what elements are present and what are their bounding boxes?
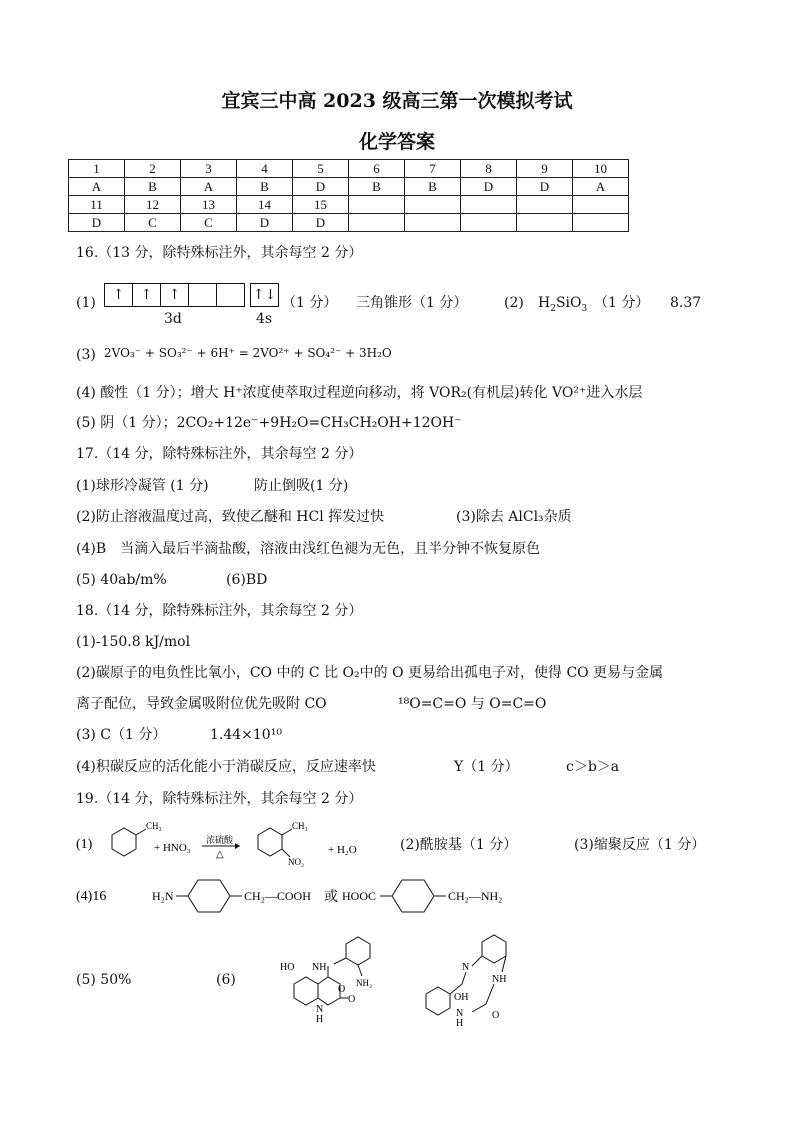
carbonyl-oxygen-label: O <box>348 994 356 1005</box>
methyl-label: CH₃ <box>146 821 162 831</box>
q16-part1-shape: 三角锥形（1 分） <box>356 295 468 311</box>
bond-line <box>450 972 466 994</box>
table-row-numbers-2 <box>69 196 629 214</box>
table-cell: C <box>125 214 181 232</box>
table-cell: 5 <box>293 160 349 178</box>
table-cell: B <box>349 178 405 196</box>
table-cell <box>349 214 405 232</box>
table-cell <box>349 196 405 214</box>
table-cell <box>461 196 517 214</box>
arrow-head-icon <box>235 843 240 849</box>
q19-reaction-scheme <box>70 815 370 875</box>
q17-part3: (3)除去 AlCl₃杂质 <box>456 509 572 525</box>
ring-bonds <box>318 977 340 1005</box>
amine-label: NH <box>492 974 507 985</box>
table-cell: D <box>517 178 573 196</box>
condition-top: 浓硫酸 <box>206 835 234 845</box>
q18-part2a: (2)碳原子的电负性比氧小，CO 中的 C 比 O₂中的 O 更易给出孤电子对，使得 CO 更易与金属 <box>76 665 664 681</box>
table-cell: B <box>405 178 461 196</box>
q18-part3b: 1.44×10¹⁰ <box>210 727 282 743</box>
choice-answer-table <box>68 159 629 232</box>
table-cell <box>573 196 629 214</box>
q19-part1-label: (1) <box>76 837 93 852</box>
bond-line <box>282 829 292 835</box>
table-cell <box>517 196 573 214</box>
q19-part4-label: (4)16 <box>76 889 107 904</box>
table-cell: A <box>181 178 237 196</box>
table-cell: B <box>125 178 181 196</box>
q16-part5: (5) 阴（1 分）；2CO₂+12e⁻+9H₂O=CH₃CH₂OH+12OH⁻ <box>76 415 462 431</box>
q18-part3a: (3) C（1 分） <box>76 727 167 743</box>
amino-label: H₂N <box>152 889 174 903</box>
condition-bottom: △ <box>216 849 224 860</box>
amine-label: NH <box>312 962 327 973</box>
q17-part5: (5) 40ab/m% <box>76 572 167 588</box>
table-row-answers-1 <box>69 178 629 196</box>
table-cell: D <box>69 214 125 232</box>
bond-line <box>472 956 482 966</box>
orbital-cell: ↑ <box>161 284 189 306</box>
table-cell <box>573 214 629 232</box>
carbonyl-oxygen-label: O <box>492 1010 500 1021</box>
q18-part2b: 离子配位，导致金属吸附位优先吸附 CO <box>76 696 327 712</box>
orbital-4s-box <box>250 283 279 307</box>
table-cell <box>461 214 517 232</box>
q18-part4c: c＞b＞a <box>566 759 620 775</box>
ring-n-label: N <box>456 1008 464 1019</box>
side-chain-label: CH₂—COOH <box>244 889 311 903</box>
benzene-ring-icon <box>188 880 230 912</box>
table-cell: D <box>293 214 349 232</box>
q16-part3-label: (3) <box>76 347 96 363</box>
table-cell: 9 <box>517 160 573 178</box>
q17-part6: (6)BD <box>226 572 268 588</box>
orbital-3d-box <box>104 283 245 307</box>
q17-part1a: (1)球形冷凝管 (1 分) <box>76 478 209 494</box>
table-row-numbers-1 <box>69 160 629 178</box>
bond-line <box>136 829 146 835</box>
hydroxyl-label: OH <box>454 992 469 1003</box>
q16-part2-label: (2) <box>504 295 524 311</box>
table-cell: 8 <box>461 160 517 178</box>
carboxyl-label: HOOC <box>342 889 377 903</box>
amino-label: NH₂ <box>356 978 373 988</box>
q19-part6-label: (6) <box>216 972 236 988</box>
table-cell: 1 <box>69 160 125 178</box>
orbital-3d-label: 3d <box>164 311 182 327</box>
orbital-cell: ↑ <box>105 284 133 306</box>
q16-part1-label: (1) <box>76 295 96 311</box>
ring-nh-label: H <box>456 1018 464 1029</box>
benzene-ring-icon <box>112 828 136 856</box>
q16-part2-score: （1 分） <box>594 295 650 311</box>
q17-part1b: 防止倒吸(1 分) <box>254 478 349 494</box>
bond-line <box>472 984 494 1012</box>
table-cell: 12 <box>125 196 181 214</box>
benzene-ring-icon <box>294 977 318 1005</box>
table-cell: 3 <box>181 160 237 178</box>
bond-line <box>282 849 290 857</box>
benzene-ring-icon <box>482 935 506 963</box>
table-cell: 14 <box>237 196 293 214</box>
nitro-label: NO₂ <box>288 857 305 867</box>
q18-heading: 18.（14 分，除特殊标注外，其余每空 2 分） <box>76 603 363 619</box>
q19-part3: (3)缩聚反应（1 分） <box>574 837 706 853</box>
q16-heading: 16.（13 分，除特殊标注外，其余每空 2 分） <box>76 245 363 261</box>
orbital-cell <box>189 284 217 306</box>
q18-part4b: Y（1 分） <box>454 759 519 775</box>
table-cell: D <box>461 178 517 196</box>
orbital-cell: ↑ <box>133 284 161 306</box>
hydroxyl-label: HO <box>280 962 295 973</box>
or-label: 或 <box>324 890 338 905</box>
table-cell <box>405 214 461 232</box>
table-cell: 10 <box>573 160 629 178</box>
q16-part2-value: 8.37 <box>670 295 702 311</box>
q18-part2c: ¹⁸O=C=O 与 O=C=O <box>398 696 547 712</box>
ring-oxygen-label: O <box>338 984 346 995</box>
orbital-cell: ↑↓ <box>252 287 277 303</box>
table-cell: 2 <box>125 160 181 178</box>
table-row-answers-2 <box>69 214 629 232</box>
table-cell: A <box>573 178 629 196</box>
orbital-4s-label: 4s <box>256 311 273 327</box>
q18-part4a: (4)积碳反应的活化能小于消碳反应，反应速率快 <box>76 759 376 775</box>
benzene-ring-icon <box>426 987 450 1015</box>
q17-part4: (4)B 当滴入最后半滴盐酸，溶液由浅红色褪为无色，且半分钟不恢复原色 <box>76 541 541 557</box>
table-cell: 6 <box>349 160 405 178</box>
table-cell: 15 <box>293 196 349 214</box>
q16-part1-score: （1 分） <box>282 295 338 311</box>
page-subtitle: 化学答案 <box>358 131 435 153</box>
table-cell: 13 <box>181 196 237 214</box>
q19-heading: 19.（14 分，除特殊标注外，其余每空 2 分） <box>76 791 363 807</box>
orbital-cell <box>217 284 244 306</box>
q19-part4-structures <box>70 872 570 918</box>
q16-part3-equation: 2VO₃⁻ + SO₃²⁻ + 6H⁺ = 2VO²⁺ + SO₄²⁻ + 3H₂O <box>104 346 392 360</box>
table-cell: A <box>69 178 125 196</box>
q16-part2-formula: $H_2SiO_3$ <box>538 295 588 314</box>
ring-nh-label: H <box>316 1014 324 1025</box>
q17-heading: 17.（14 分，除特殊标注外，其余每空 2 分） <box>76 446 363 462</box>
table-cell: C <box>181 214 237 232</box>
methyl-label: CH₃ <box>292 821 308 831</box>
benzene-ring-icon <box>346 937 370 965</box>
table-cell: 7 <box>405 160 461 178</box>
table-cell: 11 <box>69 196 125 214</box>
water-label: + H₂O <box>328 844 357 856</box>
q19-part2: (2)酰胺基（1 分） <box>400 837 518 853</box>
benzene-ring-icon <box>392 880 434 912</box>
table-cell: D <box>237 214 293 232</box>
table-cell <box>517 214 573 232</box>
table-cell: B <box>237 178 293 196</box>
table-cell: 4 <box>237 160 293 178</box>
imine-n-label: N <box>462 962 470 973</box>
q19-part6-structures <box>266 926 566 1032</box>
page-title: 宜宾三中高 2023 级高三第一次模拟考试 <box>221 90 573 112</box>
q17-part2: (2)防止溶液温度过高，致使乙醚和 HCl 挥发过快 <box>76 509 385 525</box>
table-cell: D <box>293 178 349 196</box>
side-chain-label: CH₂—NH₂ <box>448 889 503 903</box>
benzene-ring-icon <box>258 828 282 856</box>
q18-part1: (1)-150.8 kJ/mol <box>76 634 191 650</box>
q19-part5: (5) 50% <box>76 972 132 988</box>
reagent-label: + HNO₃ <box>154 842 191 854</box>
table-cell <box>405 196 461 214</box>
q16-part4: (4) 酸性（1 分）；增大 H⁺浓度使萃取过程逆向移动，将 VOR₂(有机层)转化 VO²⁺进入水层 <box>76 385 643 401</box>
ring-n-label: N <box>316 1004 324 1015</box>
bond-line <box>334 958 346 964</box>
bond-line <box>358 965 362 976</box>
